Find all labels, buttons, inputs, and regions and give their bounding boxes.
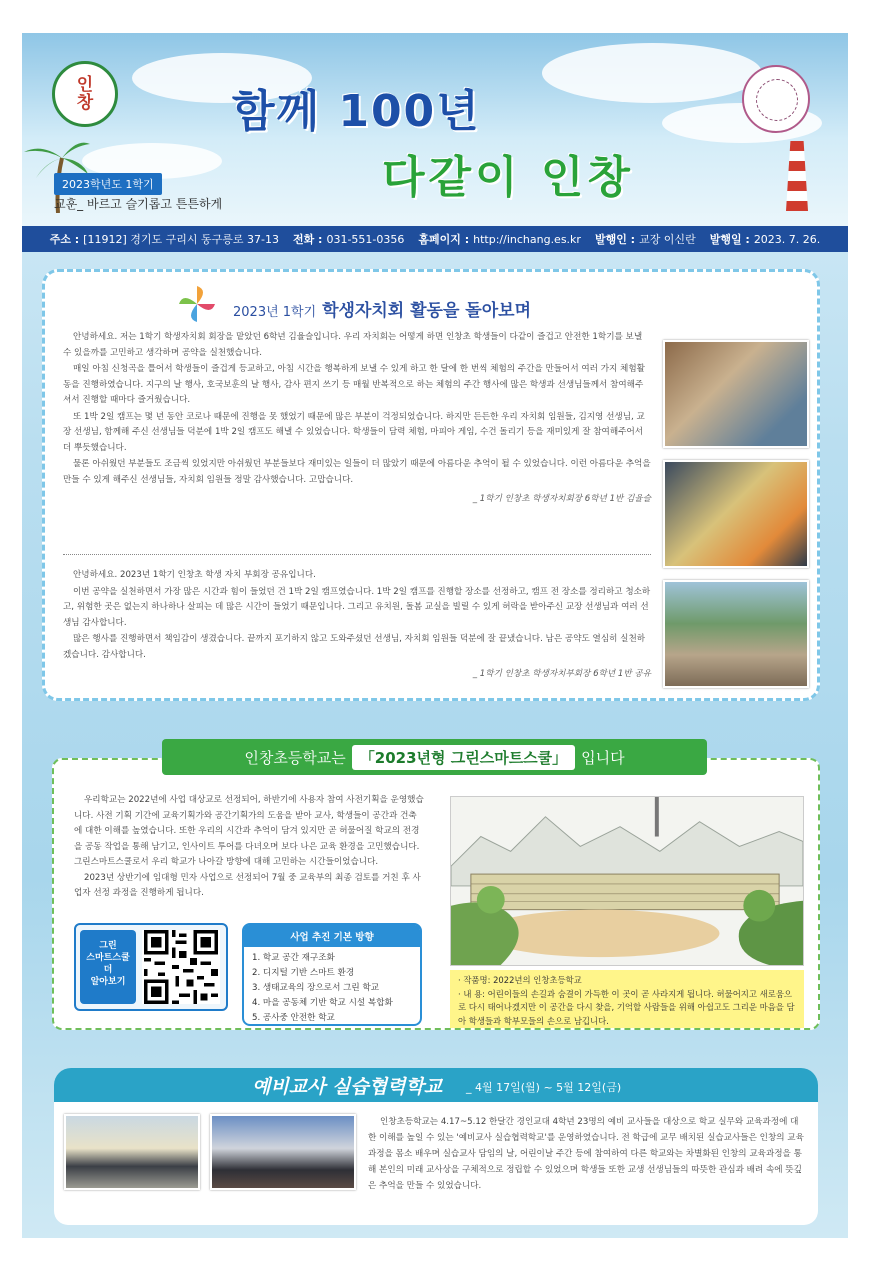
- practicum-photo-1: [64, 1114, 200, 1190]
- divider: [63, 554, 651, 555]
- lighthouse-icon: [786, 141, 808, 211]
- vice-president-article: 안녕하세요. 2023년 1학기 인창초 학생 자치 부회장 공유입니다. 이번 공약을 실천하면서 가장 많은 시간과 힘이 들었던 건 1박 2일 캠프였습니다. 1박 2일 캠프를 진행할 장소를 선정하고, 캠프 전 장소를 정리하고 청소하고, 위험한 곳은 없는지 하나하나 살피는 데 많은 시간이 들었기 때문입니다. 그리고 유치원, 돌봄 교실을 빌릴 수 있게 허락을 받아주신 교장 선생님과 여러 선생님 감사합니다. 많은 행사를 진행하면서 책임감이 생겼습니다. 끝까지 포기하지 않고 도와주셨던 선생님, 자치회 임원들 덕분에 잘 끝냈습니다. 남은 공약도 열심히 실천하겠습니다. 감사합니다. _ 1학기 인창초 학생자치부회장 6학년 1반 공유: [63, 568, 651, 683]
- activity-photo-3: [663, 580, 809, 688]
- qr-label: 그린 스마트스쿨 더 알아보기: [80, 930, 136, 1004]
- green-smart-school-banner: 인창초등학교는 「2023년형 그린스마트스쿨」 입니다: [162, 739, 707, 775]
- phone: 031-551-0356: [326, 233, 405, 246]
- homepage-link[interactable]: http://inchang.es.kr: [473, 233, 581, 246]
- president-article: 안녕하세요. 저는 1학기 학생자치회 회장을 맡았던 6학년 김율슬입니다. 우리 자치회는 어떻게 하면 인창초 학생들이 다같이 즐겁고 안전한 1학기를 보낼 수 있을까를 고민하고 생각하며 공약을 실천했습니다. 매일 아침 신청곡을 틀어서 학생들이 즐겁게 등교하고, 아침 시간을 행복하게 보낼 수 있게 하고 한 달에 한 번씩 체험의 주간을 만들어서 여러 가지 체험활동을 진행하였습니다. 지구의 날 행사, 호국보훈의 날 행사, 감사 편지 쓰기 등 매월 반복적으로 하는 체험의 주간 행사에 많은 학생과 선생님들께서 참여해주셔서 진행할 때마다 즐거웠습니다. 또 1박 2일 캠프는 몇 년 동안 코로나 때문에 진행을 못 했었기 때문에 많은 부분이 걱정되었습니다. 하지만 든든한 우리 자치회 임원들, 김지영 선생님, 교장 선생님, 함께해 주신 선생님들 덕분에 1박 2일 캠프도 해낼 수 있었습니다. 학생들이 담력 체험, 마피아 게임, 수건 돌리기 등을 재미있게 잘 참여해주어서 더 뿌듯했습니다. 물론 아쉬웠던 부분들도 조금씩 있었지만 아쉬웠던 부분들보다 재미있는 일들이 더 많았기 때문에 아름다운 추억이 될 수 있었습니다. 이런 아름다운 추억을 만들 수 있게 해주신 선생님들, 자치회 임원들 정말 감사했습니다. 고맙습니다. _ 1학기 인창초 학생자치회장 6학년 1반 김율슬: [63, 330, 651, 508]
- title-line-2: 다같이 인창: [382, 152, 634, 203]
- activity-photo-1: [663, 340, 809, 448]
- school-motto: 교훈_ 바르고 슬기롭고 튼튼하게: [54, 197, 223, 211]
- direction-item: 3. 생태교육의 장으로서 그린 학교: [252, 983, 380, 993]
- practicum-section: [54, 1102, 818, 1225]
- directions-title: 사업 추진 기본 방향: [244, 925, 420, 947]
- semester-badge: 2023학년도 1학기: [54, 173, 162, 195]
- practicum-dates: _ 4월 17일(월) ~ 5월 12일(금): [466, 1081, 622, 1094]
- section1-title: 2023년 1학기 학생자치회 활동을 돌아보며: [233, 301, 531, 321]
- direction-item: 1. 학교 공간 재구조화: [252, 953, 335, 963]
- qr-box[interactable]: [74, 923, 228, 1011]
- president-signature: _ 1학기 인창초 학생자치회장 6학년 1반 김율슬: [472, 494, 651, 504]
- painting-caption: · 작품명: 2022년의 인창초등학교 · 내 용: 어린이들의 손길과 숨결이 가득한 이 곳이 곧 사라지게 됩니다. 허물어지고 새로움으로 다시 태어나겠지만 이 공간을 다시 찾을, 기억할 사람들을 위해 아쉽고도 그리운 마음을 담아 학생들과 학부모들의 손으로 남깁니다.: [450, 970, 804, 1028]
- masthead: [22, 33, 848, 226]
- directions-box: [242, 923, 422, 1026]
- title-line-1: 함께 100년: [232, 86, 481, 137]
- address: [11912] 경기도 구리시 동구릉로 37-13: [83, 233, 279, 246]
- practicum-title: 예비교사 실습협력학교: [252, 1076, 443, 1098]
- publisher: 교장 이신란: [639, 233, 696, 246]
- school-seal-icon: [742, 65, 810, 133]
- practicum-banner: [54, 1068, 818, 1102]
- info-bar: 주소 : [11912] 경기도 구리시 동구릉로 37-13 전화 : 031-551-0356 홈페이지 : http://inchang.es.kr 발행인 : 교장 이신란 발행일 : 2023. 7. 26.: [22, 226, 848, 252]
- activity-photo-2: [663, 460, 809, 568]
- direction-item: 4. 마을 공동체 기반 학교 시설 복합화: [252, 998, 393, 1008]
- direction-item: 2. 디지털 기반 스마트 환경: [252, 968, 355, 978]
- qr-code-icon[interactable]: [142, 930, 220, 1004]
- publish-date: 2023. 7. 26.: [753, 233, 821, 246]
- school-painting: [450, 796, 804, 966]
- newsletter-page: [22, 33, 848, 1238]
- practicum-photo-2: [210, 1114, 356, 1190]
- green-smart-school-section: [52, 758, 820, 1030]
- school-emblem: 인 창: [52, 61, 118, 127]
- vice-president-signature: _ 1학기 인창초 학생자치부회장 6학년 1반 공유: [472, 669, 651, 679]
- practicum-article: 인창초등학교는 4.17~5.12 한달간 경인교대 4학년 23명의 예비 교사들을 대상으로 학교 실무와 교육과정에 대한 이해를 높일 수 있는 '예비교사 실습협력학교'를 운영하였습니다. 전 학급에 교무 배치된 실습교사들은 인창의 교육과정을 몸소 배우며 실습교사 담임의 날, 어린이날 주간 등에 참여하여 다른 학교와는 차별화된 인창의 교육과정을 통해 본인의 미래 교사상을 구체적으로 정립할 수 있었으며 학생들 또한 교생 선생님들의 따뜻한 관심과 배려 속에 뜻깊은 추억을 만들 수 있었습니다.: [368, 1117, 804, 1191]
- green-smart-article: 우리학교는 2022년에 사업 대상교로 선정되어, 하반기에 사용자 참여 사전기획을 운영했습니다. 사전 기획 기간에 교육기획가와 공간기획가의 도움을 받아 교사, 학생들이 공간과 건축에 대한 이해를 높였습니다. 또한 우리의 시간과 추억이 담겨 있지만 곧 허물어질 학교의 전경을 공동 작업을 통해 남기고, 인사이트 투어를 다녀오며 보다 나은 교육 환경을 고민했습니다. 그린스마트스쿨로서 우리 학교가 나아갈 방향에 대해 고민하는 시간들이었습니다. 2023년 상반기에 임대형 민자 사업으로 선정되어 7월 중 교육부의 최종 검토를 거친 후 사업자 선정 과정을 진행하게 됩니다.: [74, 795, 424, 898]
- student-council-section: [42, 269, 820, 701]
- direction-item: 5. 공사중 안전한 학교: [252, 1013, 335, 1023]
- pinwheel-icon: [177, 284, 217, 324]
